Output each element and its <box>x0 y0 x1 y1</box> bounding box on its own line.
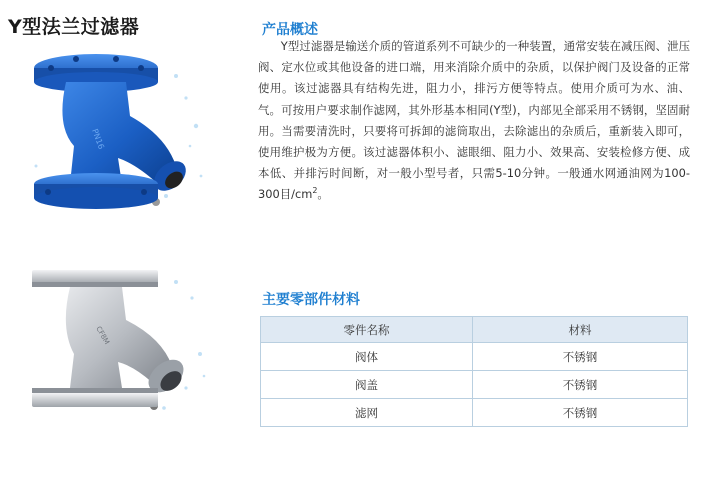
part-name-cell: 滤网 <box>261 399 473 427</box>
column-header-part: 零件名称 <box>261 317 473 343</box>
page-title: Y型法兰过滤器 <box>8 16 140 38</box>
table-row <box>261 399 688 427</box>
material-cell: 不锈钢 <box>473 399 688 427</box>
table-row <box>261 371 688 399</box>
material-cell: 不锈钢 <box>473 343 688 371</box>
material-cell: 不锈钢 <box>473 371 688 399</box>
part-name-cell: 阀体 <box>261 343 473 371</box>
product-overview-heading: 产品概述 <box>262 22 318 38</box>
product-description-text: Y型过滤器是输送介质的管道系列不可缺少的一种装置，通常安装在减压阀、泄压阀、定水位或其他设备的进口端，用来消除介质中的杂质，以保护阀门及设备的正常使用。该过滤器具有结构先进，阻力小，排污方便等特点。使用介质可为水、油、气。可按用户要求制作滤网，其外形基本相同(Y型)，内部见全部采用不锈钢，坚固耐用。当需要清洗时，只要将可拆卸的滤筒取出，去除滤出的杂质后，重新装入即可，使用维护极为方便。该过滤器体积小、滤眼细、阻力小、效果高、安装检修方便、成本低、并排污时间断，对一般小型号者，只需5-10分钟。一般通水网通油网为100-300目/cm <box>258 39 690 202</box>
product-description <box>258 36 690 206</box>
unit-superscript: 2 <box>312 186 318 196</box>
blue-y-strainer-image <box>26 46 210 216</box>
svg-text:CF8M: CF8M <box>94 325 111 346</box>
table-row <box>261 343 688 371</box>
table-header-row <box>261 317 688 343</box>
svg-text:PN16: PN16 <box>90 127 106 151</box>
part-name-cell: 阀盖 <box>261 371 473 399</box>
parts-material-table <box>260 316 688 427</box>
description-end: 。 <box>317 187 329 202</box>
stainless-y-strainer-image <box>26 258 210 428</box>
column-header-material: 材料 <box>473 317 688 343</box>
main-parts-heading: 主要零部件材料 <box>262 292 360 308</box>
